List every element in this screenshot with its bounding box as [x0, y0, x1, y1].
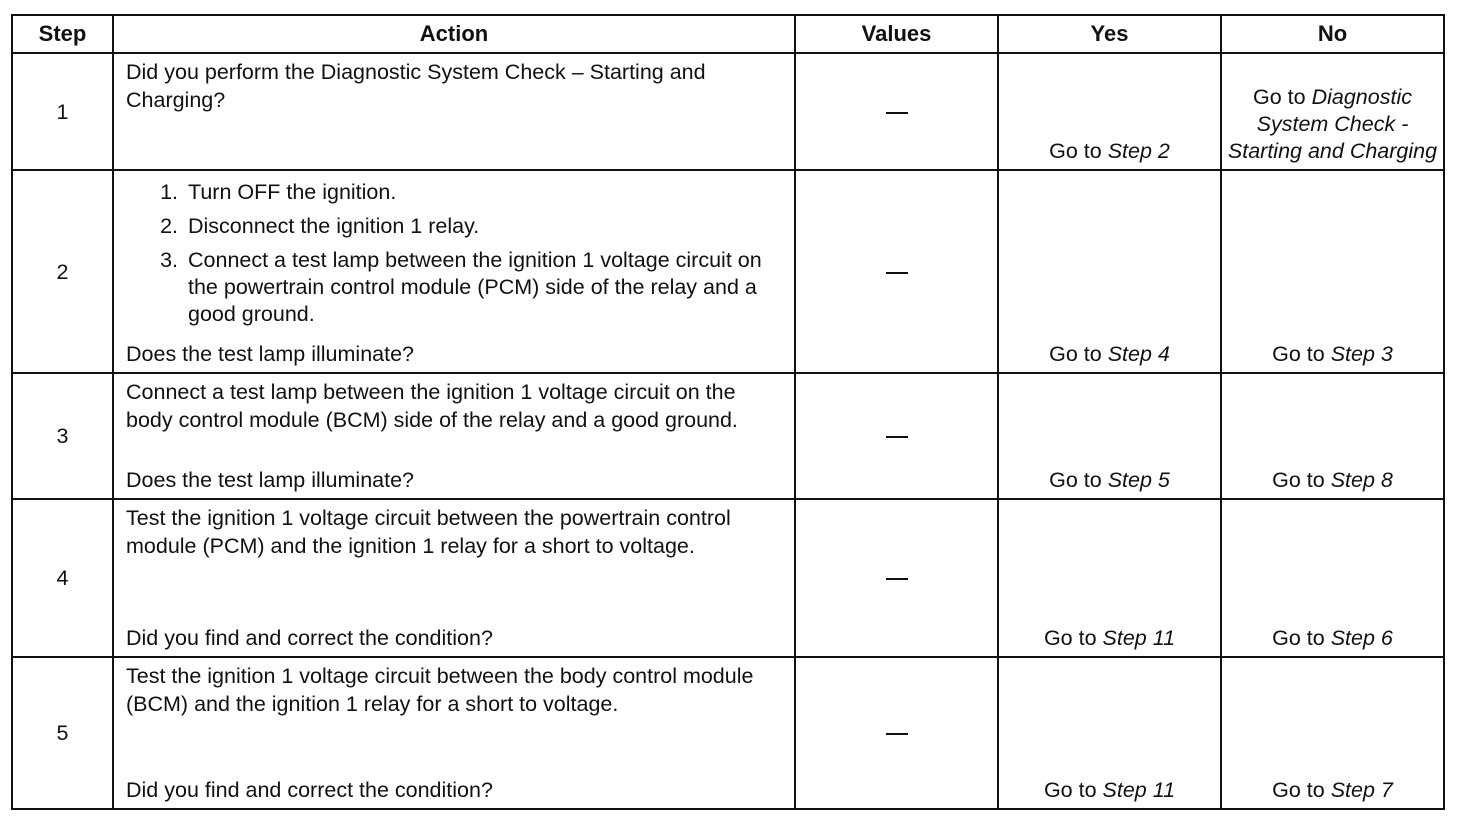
values-cell	[795, 170, 998, 373]
no-step-link[interactable]: Step 3	[1330, 342, 1393, 366]
no-step-link[interactable]: Step 8	[1330, 468, 1393, 492]
values-cell	[795, 53, 998, 170]
action-question: Does the test lamp illuminate?	[126, 342, 415, 366]
action-text: Test the ignition 1 voltage circuit between the body control module (BCM) and the ignition 1 relay for a short to voltage.	[126, 664, 754, 716]
em-dash	[886, 733, 908, 735]
action-question: Did you find and correct the condition?	[126, 626, 493, 650]
no-step-link[interactable]: Step 6	[1330, 626, 1393, 650]
header-yes: Yes	[998, 15, 1221, 53]
em-dash	[886, 112, 908, 114]
yes-step-link[interactable]: Step 5	[1107, 468, 1170, 492]
yes-step-link[interactable]: Step 2	[1107, 139, 1170, 163]
action-cell	[113, 657, 795, 809]
action-text: Test the ignition 1 voltage circuit between the powertrain control module (PCM) and the ignition 1 relay for a short to voltage.	[126, 506, 731, 558]
no-step-link[interactable]: Diagnostic System Check - Starting and Charging	[1227, 85, 1438, 163]
header-step: Step	[12, 15, 113, 53]
values-cell	[795, 499, 998, 657]
em-dash	[886, 436, 908, 438]
yes-prefix: Go to	[1049, 468, 1102, 492]
no-prefix: Go to	[1272, 468, 1325, 492]
no-prefix: Go to	[1253, 85, 1306, 109]
substep-item: 1. Turn OFF the ignition.	[184, 179, 786, 206]
step-number: 1	[12, 53, 113, 170]
yes-cell	[998, 657, 1221, 809]
header-row	[12, 15, 1444, 53]
table-row	[12, 170, 1444, 373]
no-prefix: Go to	[1272, 342, 1325, 366]
action-text: Connect a test lamp between the ignition 1 voltage circuit on the body control module (BCM) side of the relay and a good ground.	[126, 380, 738, 432]
action-question: Did you find and correct the condition?	[126, 778, 493, 802]
table-row	[12, 657, 1444, 809]
action-cell	[113, 170, 795, 373]
no-cell	[1221, 657, 1444, 809]
step-number: 4	[12, 499, 113, 657]
no-cell	[1221, 53, 1444, 170]
no-cell	[1221, 373, 1444, 499]
substep-item: 2. Disconnect the ignition 1 relay.	[184, 213, 786, 240]
em-dash	[886, 578, 908, 580]
substep-item: 3. Connect a test lamp between the ignition 1 voltage circuit on the powertrain control module (PCM) side of the relay and a good ground.	[184, 247, 786, 328]
yes-step-link[interactable]: Step 11	[1102, 626, 1176, 650]
no-step-link[interactable]: Step 7	[1330, 778, 1393, 802]
action-cell	[113, 53, 795, 170]
yes-prefix: Go to	[1049, 342, 1102, 366]
values-cell	[795, 373, 998, 499]
substep-list	[126, 179, 786, 335]
yes-prefix: Go to	[1043, 778, 1097, 802]
step-number: 2	[12, 170, 113, 373]
no-cell	[1221, 170, 1444, 373]
yes-cell	[998, 499, 1221, 657]
yes-cell	[998, 53, 1221, 170]
table-row	[12, 53, 1444, 170]
yes-step-link[interactable]: Step 11	[1102, 778, 1176, 802]
yes-prefix: Go to	[1043, 626, 1097, 650]
action-cell	[113, 373, 795, 499]
diagnostic-table	[11, 14, 1445, 810]
yes-prefix: Go to	[1049, 139, 1102, 163]
table-row	[12, 373, 1444, 499]
values-cell	[795, 657, 998, 809]
header-values: Values	[795, 15, 998, 53]
no-prefix: Go to	[1272, 778, 1325, 802]
table-row	[12, 499, 1444, 657]
header-no: No	[1221, 15, 1444, 53]
no-cell	[1221, 499, 1444, 657]
action-text: Did you perform the Diagnostic System Check – Starting and Charging?	[126, 60, 706, 112]
action-cell	[113, 499, 795, 657]
yes-cell	[998, 170, 1221, 373]
yes-step-link[interactable]: Step 4	[1107, 342, 1170, 366]
em-dash	[886, 272, 908, 274]
yes-cell	[998, 373, 1221, 499]
step-number: 5	[12, 657, 113, 809]
header-action: Action	[113, 15, 795, 53]
action-question: Does the test lamp illuminate?	[126, 468, 415, 492]
no-prefix: Go to	[1272, 626, 1325, 650]
step-number: 3	[12, 373, 113, 499]
